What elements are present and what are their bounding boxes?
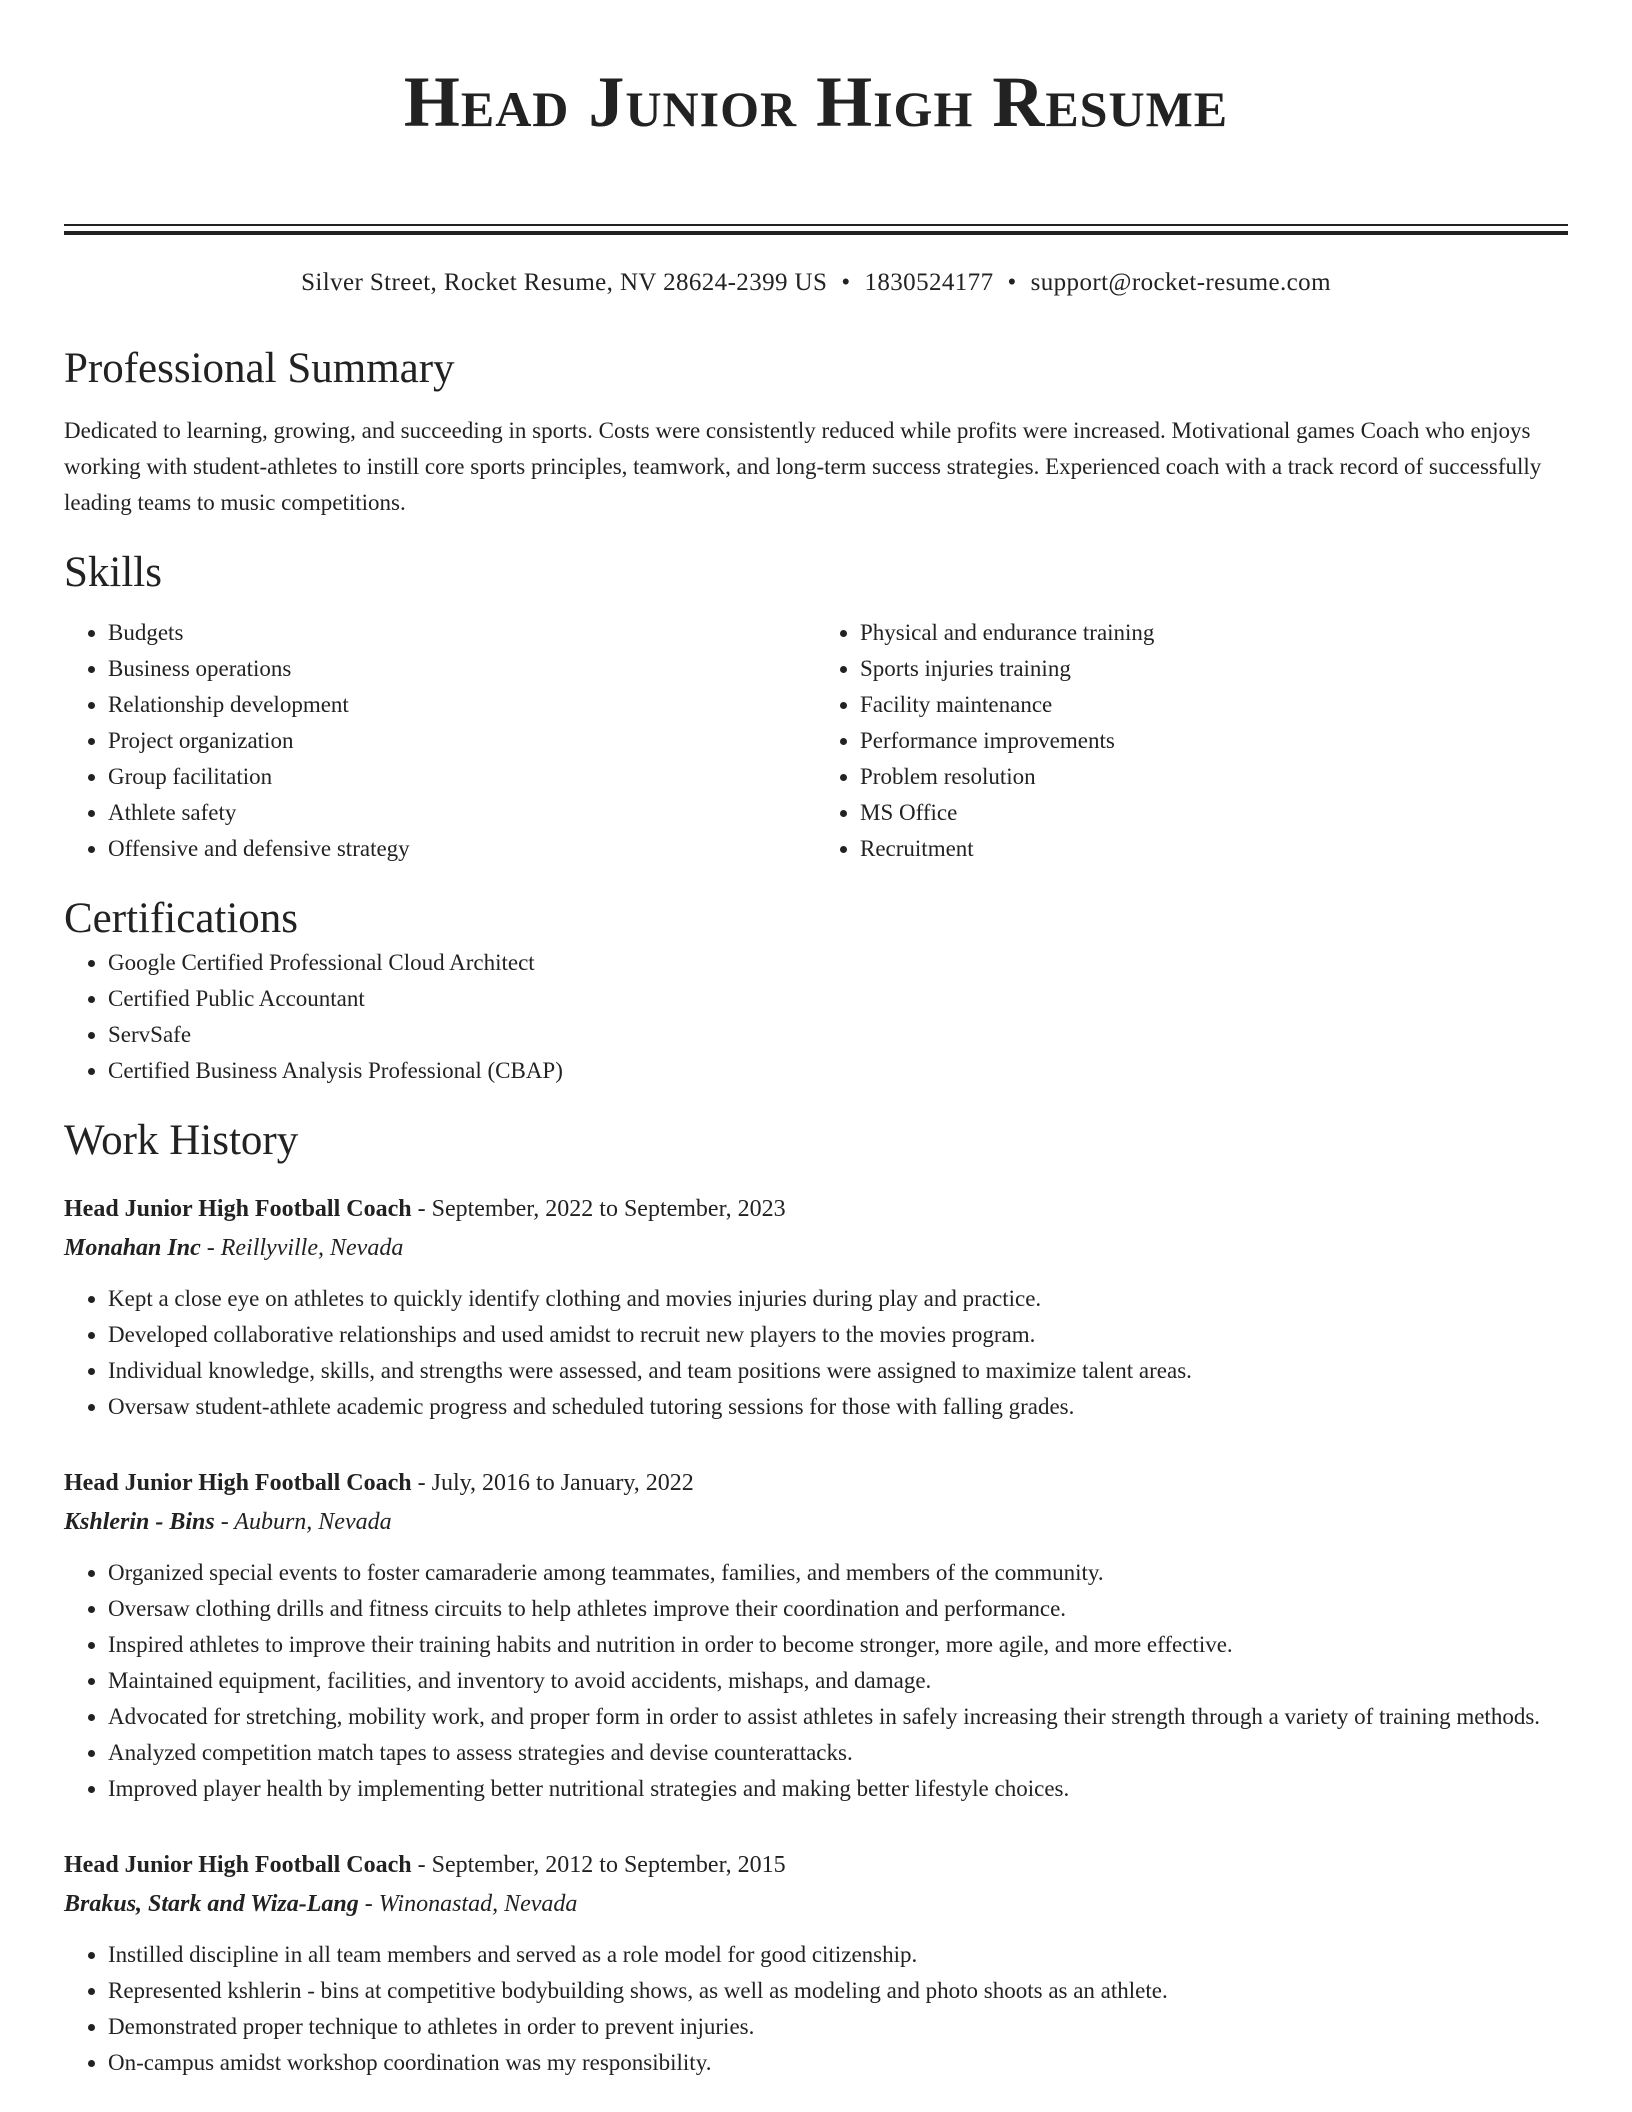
professional-summary-heading: Professional Summary	[64, 345, 455, 392]
job-duty-item: • Inspired athletes to improve their training habits and nutrition in order to become stronger, more agile, and more effective.	[108, 1627, 1568, 1663]
job-duty-item: • Improved player health by implementing better nutritional strategies and making better lifestyle choices.	[108, 1771, 1568, 1807]
contact-address: Silver Street, Rocket Resume, NV 28624-2399 US	[301, 269, 828, 296]
job-employer	[64, 1503, 1568, 1541]
skills-columns	[64, 615, 1568, 867]
skills-list-right	[816, 615, 1568, 867]
job-duty-item: • Demonstrated proper technique to athletes in order to prevent injuries.	[108, 2009, 1568, 2045]
job-header	[64, 1189, 1568, 1229]
skill-item: • Offensive and defensive strategy	[108, 831, 816, 867]
skill-item: • Business operations	[108, 651, 816, 687]
job-duty-item: • Oversaw student-athlete academic progress and scheduled tutoring sessions for those with falling grades.	[108, 1389, 1568, 1425]
skill-item: • MS Office	[860, 795, 1568, 831]
contact-phone: 1830524177	[864, 269, 994, 296]
job-duty-item: • Advocated for stretching, mobility work, and proper form in order to assist athletes in safely increasing their strength through a variety of training methods.	[108, 1699, 1568, 1735]
job-duty-item: • Organized special events to foster camaraderie among teammates, families, and members of the community.	[108, 1555, 1568, 1591]
skill-item: • Recruitment	[860, 831, 1568, 867]
job-duty-item: • Developed collaborative relationships and used amidst to recruit new players to the movies program.	[108, 1317, 1568, 1353]
professional-summary-text: Dedicated to learning, growing, and succeeding in sports. Costs were consistently reduced while profits were increased. Motivational games Coach who enjoys working with student-athletes to instill core sports principles, teamwork, and long-term success strategies. Experienced coach with a track record of successfully leading teams to music competitions.	[64, 418, 1542, 515]
job-header	[64, 1463, 1568, 1503]
job-employer	[64, 1885, 1568, 1923]
job-duty-item: • Kept a close eye on athletes to quickly identify clothing and movies injuries during play and practice.	[108, 1281, 1568, 1317]
job-location: - Winonastad, Nevada	[358, 1891, 578, 1917]
job-entry	[64, 1189, 1568, 1425]
skill-item: • Problem resolution	[860, 759, 1568, 795]
job-dates: - September, 2012 to September, 2015	[411, 1852, 786, 1878]
job-duties-list	[64, 1937, 1568, 2081]
skills-heading: Skills	[64, 549, 162, 596]
skill-item: • Group facilitation	[108, 759, 816, 795]
contact-separator: •	[1007, 269, 1017, 296]
job-duty-item: • Instilled discipline in all team members and served as a role model for good citizenship.	[108, 1937, 1568, 1973]
certification-item: • ServSafe	[108, 1017, 1568, 1053]
skill-item: • Project organization	[108, 723, 816, 759]
certification-item: • Google Certified Professional Cloud Architect	[108, 945, 1568, 981]
job-location: - Auburn, Nevada	[214, 1509, 392, 1535]
skill-item: • Athlete safety	[108, 795, 816, 831]
certification-item: • Certified Business Analysis Professional (CBAP)	[108, 1053, 1568, 1089]
skill-item: • Facility maintenance	[860, 687, 1568, 723]
work-history-heading: Work History	[64, 1117, 299, 1164]
job-dates: - September, 2022 to September, 2023	[411, 1196, 786, 1222]
job-title: Head Junior High Football Coach	[64, 1196, 412, 1222]
job-dates: - July, 2016 to January, 2022	[411, 1470, 694, 1496]
job-duty-item: • Maintained equipment, facilities, and inventory to avoid accidents, mishaps, and damage.	[108, 1663, 1568, 1699]
job-entry	[64, 1463, 1568, 1807]
job-duties-list	[64, 1281, 1568, 1425]
skill-item: • Physical and endurance training	[860, 615, 1568, 651]
job-company: Kshlerin - Bins	[64, 1509, 215, 1535]
resume-name-heading: Head Junior High Resume	[403, 62, 1229, 142]
job-entry	[64, 1845, 1568, 2081]
skill-item: • Relationship development	[108, 687, 816, 723]
job-duty-item: • Oversaw clothing drills and fitness circuits to help athletes improve their coordination and performance.	[108, 1591, 1568, 1627]
job-title: Head Junior High Football Coach	[64, 1470, 412, 1496]
skills-list-left	[64, 615, 816, 867]
skill-item: • Performance improvements	[860, 723, 1568, 759]
job-duty-item: • Represented kshlerin - bins at competitive bodybuilding shows, as well as modeling and photo shoots as an athlete.	[108, 1973, 1568, 2009]
job-company: Monahan Inc	[64, 1235, 201, 1261]
job-duties-list	[64, 1555, 1568, 1807]
job-employer	[64, 1229, 1568, 1267]
header-divider	[64, 224, 1568, 235]
job-location: - Reillyville, Nevada	[200, 1235, 404, 1261]
skill-item: • Budgets	[108, 615, 816, 651]
certification-item: • Certified Public Accountant	[108, 981, 1568, 1017]
contact-line	[64, 269, 1568, 309]
skill-item: • Sports injuries training	[860, 651, 1568, 687]
job-header	[64, 1845, 1568, 1885]
contact-email: support@rocket-resume.com	[1030, 269, 1331, 296]
job-title: Head Junior High Football Coach	[64, 1852, 412, 1878]
job-duty-item: • Analyzed competition match tapes to assess strategies and devise counterattacks.	[108, 1735, 1568, 1771]
job-duty-item: • Individual knowledge, skills, and strengths were assessed, and team positions were assigned to maximize talent areas.	[108, 1353, 1568, 1389]
certifications-list	[64, 945, 1568, 1089]
job-duty-item: • On-campus amidst workshop coordination was my responsibility.	[108, 2045, 1568, 2081]
contact-separator: •	[841, 269, 851, 296]
job-company: Brakus, Stark and Wiza-Lang	[64, 1891, 359, 1917]
certifications-heading: Certifications	[64, 895, 299, 942]
